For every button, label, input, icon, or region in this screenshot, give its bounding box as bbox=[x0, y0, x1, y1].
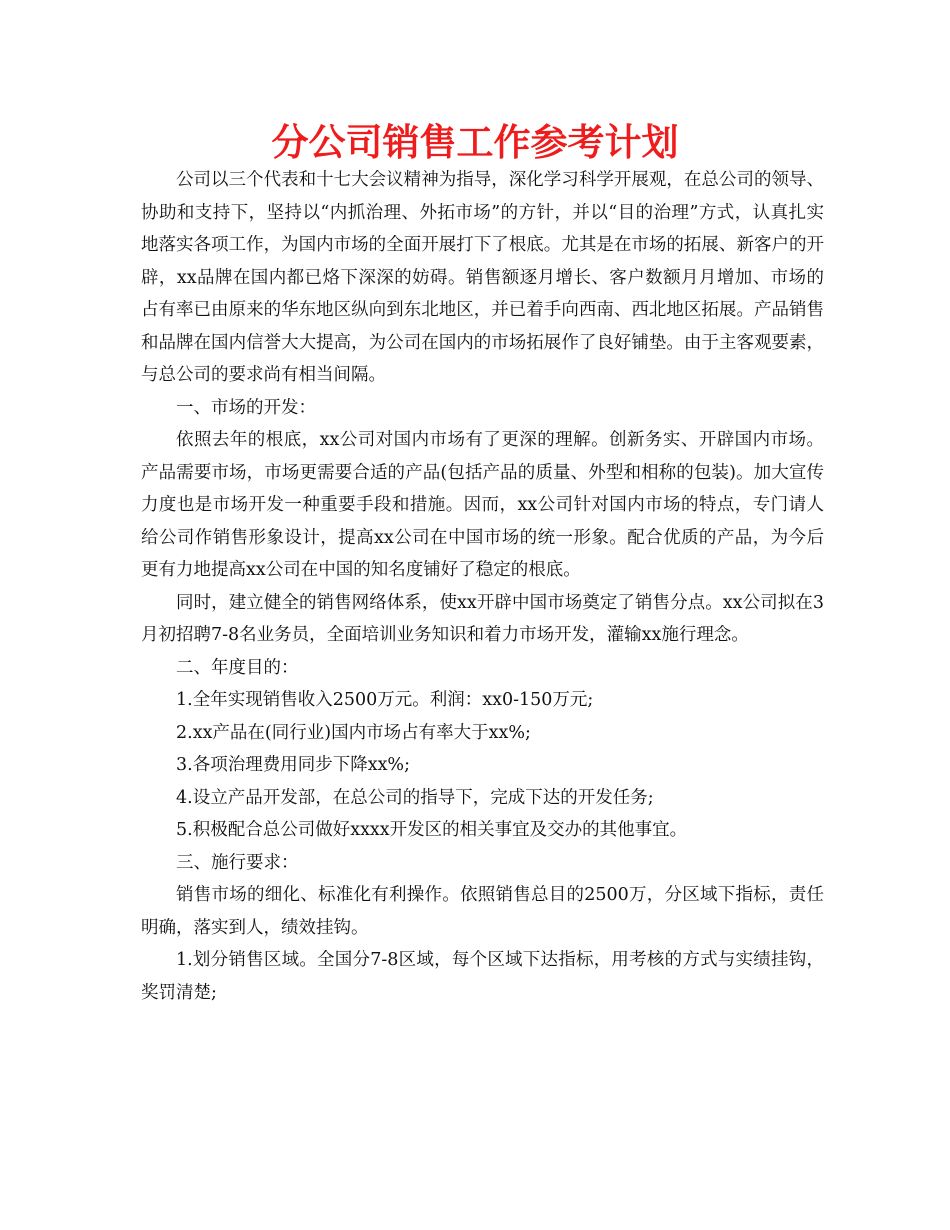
list-item-goal-3: 3.各项治理费用同步下降xx%; bbox=[176, 755, 410, 775]
list-item-sales-regions: 1.划分销售区域。全国分7-8区域，每个区域下达指标，用考核的方式与实绩挂钩，奖罚清楚; bbox=[141, 950, 824, 1003]
list-item-goal-1: 1.全年实现销售收入2500万元。利润：xx0-150万元; bbox=[176, 690, 594, 710]
heading-market-development: 一、市场的开发： bbox=[176, 397, 316, 418]
heading-implementation: 三、施行要求： bbox=[176, 852, 299, 873]
list-item-goal-2: 2.xx产品在(同行业)国内市场占有率大于xx%; bbox=[176, 722, 531, 743]
document-body bbox=[141, 164, 824, 1009]
list-item-goal-5: 5.积极配合总公司做好xxxx开发区的相关事宜及交办的其他事宜。 bbox=[176, 820, 688, 840]
list-item-goal-4: 4.设立产品开发部，在总公司的指导下，完成下达的开发任务; bbox=[176, 787, 654, 808]
document-title: 分公司销售工作参考计划 bbox=[271, 121, 679, 164]
heading-annual-goals: 二、年度目的： bbox=[176, 657, 299, 678]
paragraph-sales-network: 同时，建立健全的销售网络体系，使xx开辟中国市场奠定了销售分点。xx公司拟在3月初招聘7-8名业务员，全面培训业务知识和着力市场开发，灌输xx施行理念。 bbox=[141, 592, 824, 645]
paragraph-implementation: 销售市场的细化、标准化有利操作。依照销售总目的2500万，分区域下指标，责任明确，落实到人，绩效挂钩。 bbox=[141, 885, 824, 938]
paragraph-market-basis: 依照去年的根底，xx公司对国内市场有了更深的理解。创新务实、开辟国内市场。产品需要市场，市场更需要合适的产品(包括产品的质量、外型和相称的包装)。加大宣传力度也是市场开发一种重要手段和措施。因而，xx公司针对国内市场的特点，专门请人给公司作销售形象设计，提高xx公司在中国市场的统一形象。配合优质的产品，为今后更有力地提高xx公司在中国的知名度铺好了稳定的根底。 bbox=[141, 430, 824, 580]
paragraph-intro: 公司以三个代表和十七大会议精神为指导，深化学习科学开展观，在总公司的领导、协助和支持下，坚持以“内抓治理、外拓市场”的方针，并以“目的治理”方式，认真扎实地落实各项工作，为国内市场的全面开展打下了根底。尤其是在市场的拓展、新客户的开辟，xx品牌在国内都已烙下深深的妨碍。销售额逐月增长、客户数额月月增加、市场的占有率已由原来的华东地区纵向到东北地区，并已着手向西南、西北地区拓展。产品销售和品牌在国内信誉大大提高，为公司在国内的市场拓展作了良好铺垫。由于主客观要素，与总公司的要求尚有相当间隔。 bbox=[141, 170, 824, 385]
